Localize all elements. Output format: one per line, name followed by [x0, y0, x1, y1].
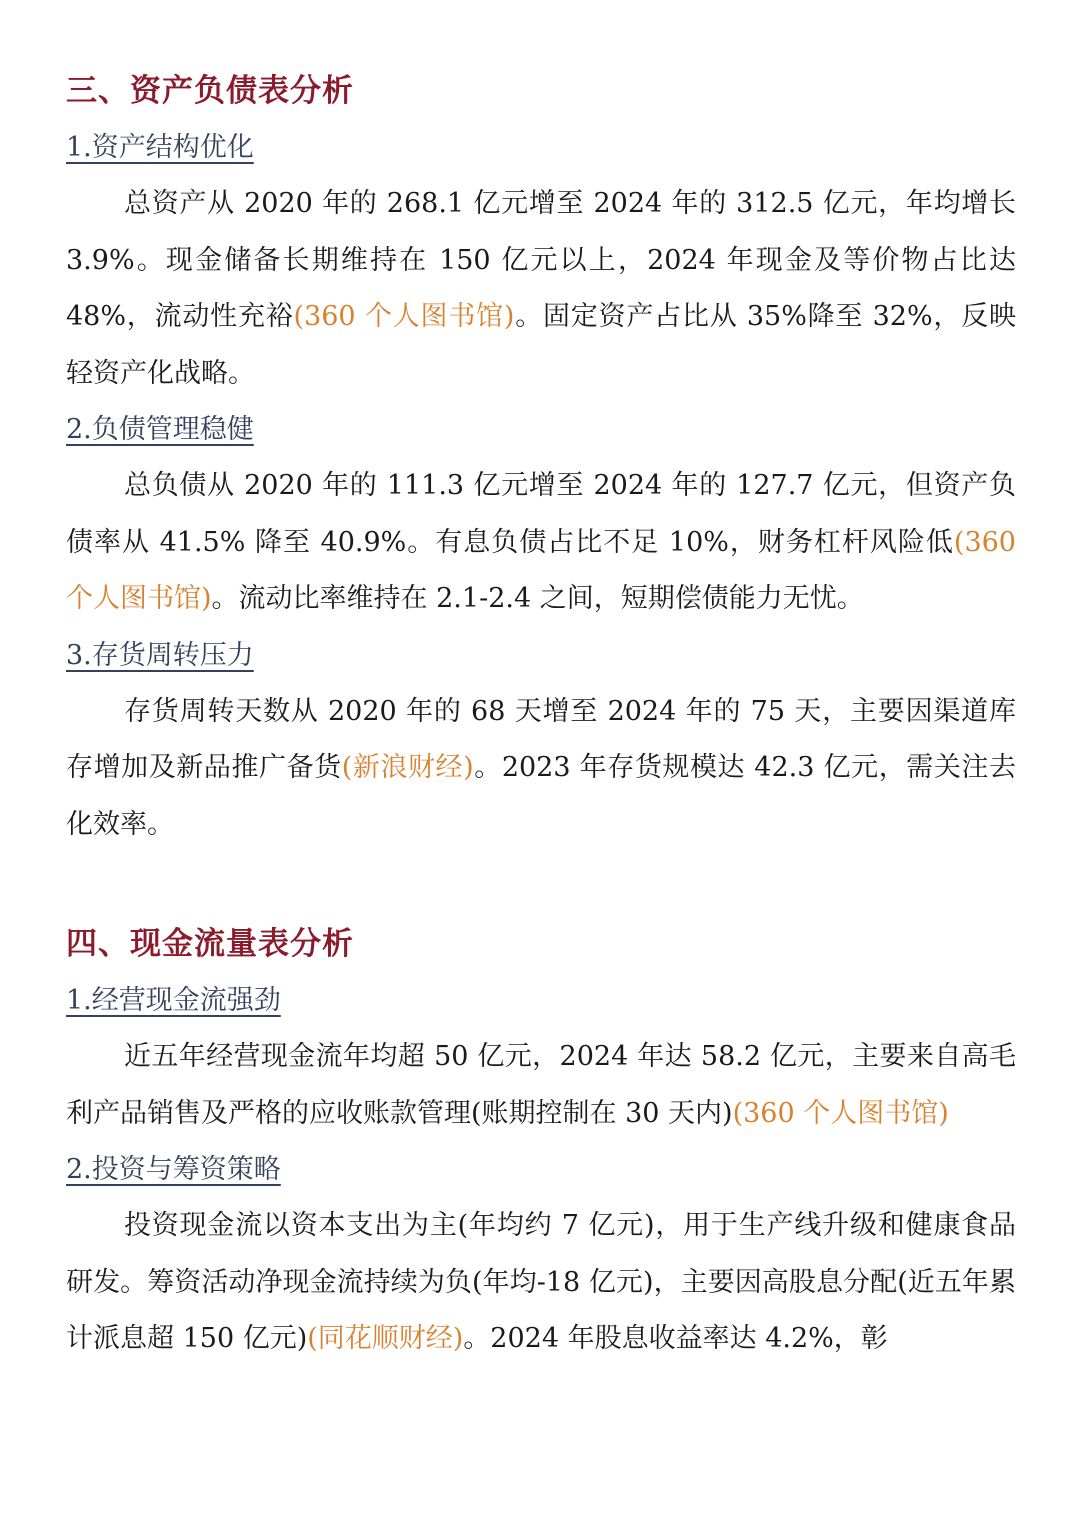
paragraph-text: 投资现金流以资本支出为主(年均约 7 亿元)，用于生产线升级和健康食品研发。筹资活动净现金流持续为负(年均-18 亿元)，主要因高股息分配(近五年累计派息超 150 亿元)	[66, 1210, 1016, 1354]
document-page	[66, 62, 1016, 1368]
paragraph-text: 。2023 年存货规模达 42.3 亿元，需关注去化效率。	[66, 752, 1016, 840]
paragraph-liability-management	[66, 458, 1016, 628]
subsection-title-inventory-turnover: 3.存货周转压力	[66, 639, 254, 671]
paragraph-inventory-turnover	[66, 684, 1016, 854]
source-citation: (360 个人图书馆)	[66, 526, 1016, 614]
paragraph-text: 。流动比率维持在 2.1-2.4 之间，短期偿债能力无忧。	[211, 583, 864, 614]
source-citation: (同花顺财经)	[307, 1323, 464, 1354]
paragraph-text: 总负债从 2020 年的 111.3 亿元增至 2024 年的 127.7 亿元，但资产负债率从 41.5% 降至 40.9%。有息负债占比不足 10%，财务杠杆风险低	[66, 470, 1016, 558]
section-spacer	[66, 853, 1016, 915]
section-title-balance-sheet: 三、资产负债表分析	[66, 73, 354, 109]
paragraph-text: 总资产从 2020 年的 268.1 亿元增至 2024 年的 312.5 亿元，年均增长 3.9%。现金储备长期维持在 150 亿元以上，2024 年现金及等价物占比达 48%，流动性充裕	[66, 188, 1016, 332]
paragraph-investing-financing	[66, 1198, 1016, 1368]
subsection-title-asset-structure: 1.资产结构优化	[66, 132, 254, 163]
paragraph-text: 。固定资产占比从 35%降至 32%，反映轻资产化战略。	[66, 301, 1016, 389]
paragraph-text: 。2024 年股息收益率达 4.2%，彰	[463, 1323, 888, 1354]
paragraph-asset-structure	[66, 176, 1016, 402]
source-citation: (360 个人图书馆)	[732, 1097, 949, 1129]
subsection-title-operating-cash-flow: 1.经营现金流强劲	[66, 985, 281, 1016]
paragraph-text: 存货周转天数从 2020 年的 68 天增至 2024 年的 75 天，主要因渠道库存增加及新品推广备货	[66, 695, 1016, 783]
source-citation: (360 个人图书馆)	[293, 301, 515, 332]
paragraph-operating-cash-flow	[66, 1029, 1016, 1142]
section-title-cash-flow: 四、现金流量表分析	[66, 926, 354, 962]
paragraph-text: 近五年经营现金流年均超 50 亿元，2024 年达 58.2 亿元，主要来自高毛利产品销售及严格的应收账款管理(账期控制在 30 天内)	[66, 1041, 1016, 1129]
subsection-title-investing-financing: 2.投资与筹资策略	[66, 1154, 281, 1185]
subsection-title-liability-management: 2.负债管理稳健	[66, 414, 254, 445]
source-citation: (新浪财经)	[341, 752, 474, 783]
